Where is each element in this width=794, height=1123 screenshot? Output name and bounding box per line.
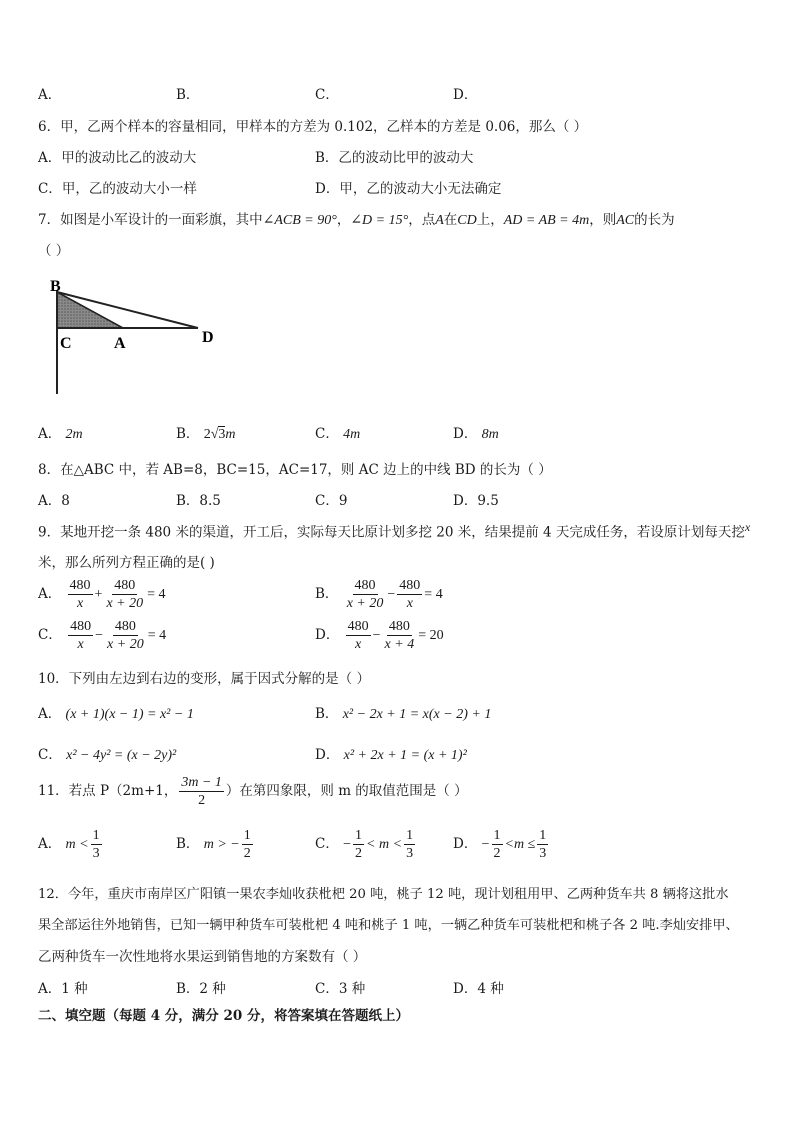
q12-stem-line3: 乙两种货车一次性地将水果运到销售地的方案数有（ ） [38,949,367,965]
q10-option-b: B． x² − 2x + 1 = x(x − 2) + 1 [315,706,492,722]
q7-paren: （ ） [38,243,70,259]
label-d: D [202,329,214,346]
q12-option-c: C．3 种 [315,981,366,997]
q7-stem: 7．如图是小军设计的一面彩旗，其中∠ACB = 90°，∠D = 15°，点A在CD上，AD = AB = 4m，则AC的长为 [38,212,675,228]
q7-option-d: D． 8m [453,426,499,442]
q12-option-a: A．1 种 [38,981,88,997]
q8-option-c: C．9 [315,493,348,509]
q10-stem: 10．下列由左边到右边的变形，属于因式分解的是（ ） [38,671,370,687]
q11-option-a: A． m < $\frac{1}{3}$ [38,828,100,861]
q12-option-b: B．2 种 [176,981,226,997]
q12-stem-line2: 果全部运往外地销售，已知一辆甲种货车可装枇杷 4 吨和桃子 1 吨，一辆乙种货车可装枇杷和桃子各 2 吨.李灿安排甲、 [38,918,739,933]
q8-option-b: B．8.5 [176,493,221,509]
section-2-heading: 二、填空题（每题 4 分，满分 20 分，将答案填在答题纸上） [38,1008,409,1024]
q9-option-a: A． $\frac{480}{x}$ + $\frac{480}{x + 20}$ = 4 [38,578,166,611]
q11-stem: 11．若点 P（2m+1， $\frac{3m - 1}{2}$ ）在第四象限，则 m 的取值范围是（ ） [38,775,468,808]
q5-option-c: C． [315,87,339,103]
q6-stem: 6．甲，乙两个样本的容量相同，甲样本的方差为 0.102，乙样本的方差是 0.06，那么（ ） [38,119,588,135]
q11-option-c: C． − $\frac{1}{2}$ < m < $\frac{1}{3}$ [315,828,414,861]
q10-option-a: A． (x + 1)(x − 1) = x² − 1 [38,706,194,722]
q5-option-b: B． [176,87,200,103]
label-b: B [50,278,61,295]
q7-flag-figure [40,272,230,400]
q7-option-b: B． 2√3m [176,426,236,442]
sqrt-sign: √ [210,427,219,442]
q7-option-c: C． 4m [315,426,361,442]
q9-option-c: C． $\frac{480}{x}$ − $\frac{480}{x + 20}$ = 4 [38,619,167,652]
q9-option-d: D． $\frac{480}{x}$ − $\frac{480}{x + 4}$ = 20 [315,619,444,652]
q5-option-a: A． [38,87,62,103]
label-c: C [60,335,72,352]
q8-stem: 8．在△ABC 中，若 AB=8，BC=15，AC=17，则 AC 边上的中线 BD 的长为（ ） [38,462,552,478]
q9-option-b: B． $\frac{480}{x + 20}$ − $\frac{480}{x}$ = 4 [315,578,443,611]
q8-option-a: A．8 [38,493,70,509]
q10-option-d: D． x² + 2x + 1 = (x + 1)² [315,747,467,763]
q9-stem-line1: 9．某地开挖一条 480 米的渠道，开工后，实际每天比原计划多挖 20 米，结果提前 4 天完成任务，若设原计划每天挖x [38,520,751,541]
q7-option-a: A． 2m [38,426,83,442]
q6-option-c: C．甲，乙的波动大小一样 [38,181,197,197]
q6-option-b: B．乙的波动比甲的波动大 [315,150,474,166]
q11-option-d: D． − $\frac{1}{2}$ <m ≤ $\frac{1}{3}$ [453,828,547,861]
q8-option-d: D．9.5 [453,493,499,509]
q11-option-b: B． m > − $\frac{1}{2}$ [176,828,251,861]
label-a: A [114,335,126,352]
q9-stem-line2: 米，那么所列方程正确的是( ) [38,555,215,571]
q12-option-d: D．4 种 [453,981,504,997]
q12-stem-line1: 12．今年，重庆市南岸区广阳镇一果农李灿收获枇杷 20 吨，桃子 12 吨，现计划租用甲、乙两种货车共 8 辆将这批水 [38,887,729,902]
q6-option-a: A．甲的波动比乙的波动大 [38,150,197,166]
q6-option-d: D．甲，乙的波动大小无法确定 [315,181,502,197]
q10-option-c: C． x² − 4y² = (x − 2y)² [38,747,177,763]
q5-option-d: D． [453,87,478,103]
